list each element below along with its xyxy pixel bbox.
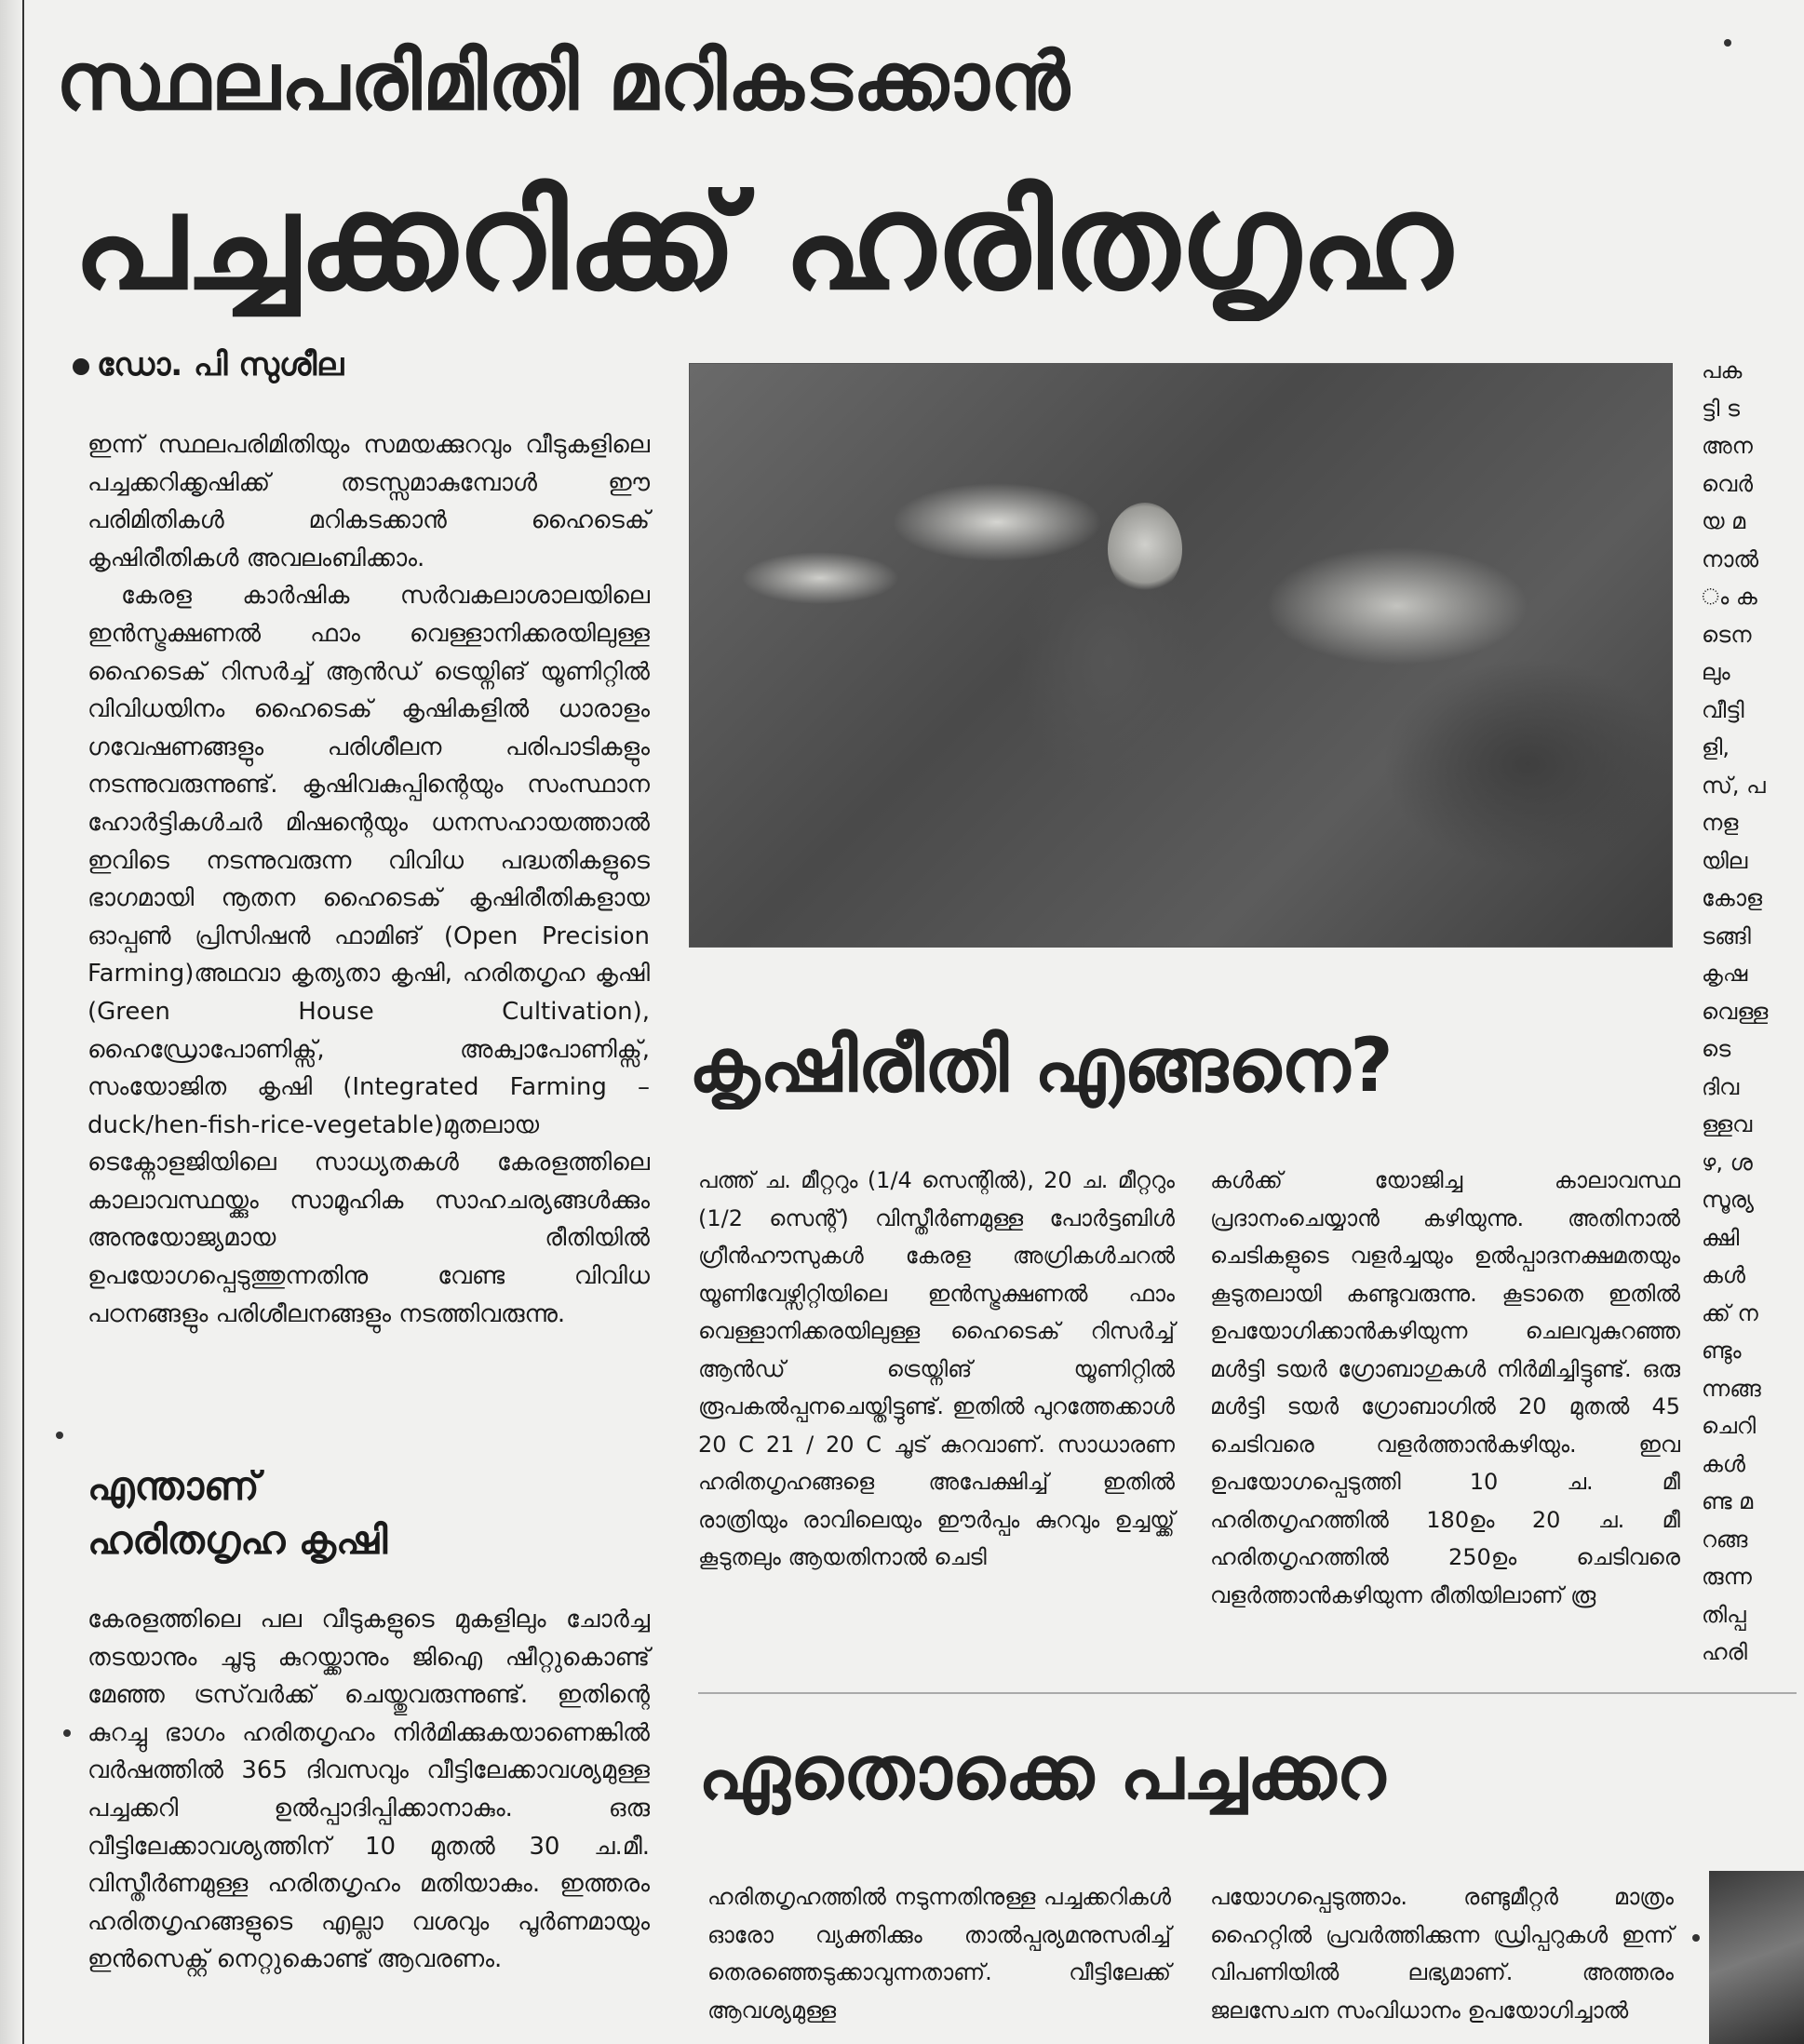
section-heading: കൃഷിരീതി എങ്ങനെ?: [689, 1022, 1393, 1109]
author-name: ഡോ. പി സുശീല: [97, 346, 344, 383]
edge-column-line: ക്ക് ന: [1702, 1299, 1758, 1326]
section1-column-b: [1210, 1162, 1680, 1614]
section-heading: ഏതൊക്കെ പച്ചക്കറ: [698, 1729, 1386, 1816]
intro-paragraph: കേരള കാർഷിക സർവകലാശാലയിലെ ഇൻസ്ട്രക്ഷണൽ ഫാം വെള്ളാനിക്കരയിലുള്ള ഹൈടെക് റിസർച്ച് ആൻഡ് ട്രെയ്നിങ് യൂണിറ്റിൽ വിവിധയിനം ഹൈടെക് കൃഷികളിൽ ധാരാളം ഗവേഷണങ്ങളും പരിശീലന പരിപാടികളും നടന്നുവരുന്നുണ്ട്. കൃഷിവകുപ്പിന്റെയും സംസ്ഥാന ഹോർട്ടികൾചർ മിഷന്റെയും ധനസഹായത്താൽ ഇവിടെ നടന്നുവരുന്ന വിവിധ പദ്ധതികളുടെ ഭാഗമായി നൂതന ഹൈടെക് കൃഷിരീതികളായ ഓപ്പൺ പ്രിസിഷൻ ഫാമിങ് (Open Precision Farming)അഥവാ കൃത്യതാ കൃഷി, ഹരിതഗൃഹ കൃഷി (Green House Cultivation), ഹൈഡ്രോപോണിക്സ്, അക്വാപോണിക്സ്, സംയോജിത കൃഷി (Integrated Farming – duck/hen-fish-rice-vegetable)മുതലായ ടെക്നോളജിയിലെ സാധ്യതകൾ കേരളത്തിലെ കാലാവസ്ഥയ്ക്കും സാമൂഹിക സാഹചര്യങ്ങൾക്കും അനുയോജ്യമായ രീതിയിൽ ഉപയോഗപ്പെടുത്തുന്നതിനു വേണ്ട വിവിധ പഠനങ്ങളും പരിശീലനങ്ങളും നടത്തിവരുന്നു.: [88, 582, 650, 1328]
scan-speck: [56, 1432, 63, 1439]
body-paragraph: പയോഗപ്പെടുത്താം. രണ്ടുമീറ്റർ മാത്രം ഹൈറ്റിൽ പ്രവർത്തിക്കുന്ന ഡ്രിപ്പറുകൾ ഇന്ന് വിപണിയിൽ ലഭ്യമാണ്. അത്തരം ജലസേചന സംവിധാനം ഉപയോഗിച്ചാൽ: [1210, 1884, 1674, 2024]
scan-left-edge: [0, 0, 24, 2044]
news-photo: [689, 363, 1673, 948]
scan-speck: [63, 1729, 71, 1737]
edge-column-line: അന: [1702, 433, 1753, 459]
edge-column-line: റങ്ങ: [1702, 1526, 1748, 1553]
subhead-line: ഹരിതഗൃഹ കൃഷി: [88, 1517, 388, 1563]
edge-column-line: ന്നങ്ങ: [1702, 1375, 1761, 1402]
edge-column-line: കൾ: [1702, 1262, 1745, 1288]
edge-column-line: ടെ: [1702, 1036, 1731, 1062]
bullet-icon: [73, 358, 89, 375]
column-rule-left: [22, 0, 24, 2044]
edge-column-line: ലും: [1702, 659, 1730, 685]
edge-column-line: ണ്ട മ: [1702, 1488, 1754, 1514]
edge-column-line: ട്ടി ട: [1702, 395, 1741, 422]
section2-column-b: [1210, 1878, 1674, 2029]
article-kicker: സ്ഥലപരിമിതി മറികടക്കാൻ: [56, 35, 1070, 128]
section2-column-a: [707, 1878, 1171, 2029]
adjacent-column-fragment: [1702, 352, 1800, 1672]
edge-column-line: രുന്ന: [1702, 1564, 1752, 1590]
edge-column-line: ള്ളവ: [1702, 1111, 1753, 1137]
subhead-column: [88, 1601, 650, 1979]
subhead-paragraph: കേരളത്തിലെ പല വീടുകളുടെ മുകളിലും ചോർച്ച തടയാനും ചൂടു കുറയ്ക്കാനും ജിഐ ഷീറ്റുകൊണ്ട് മേഞ്ഞ ട്രസ്‌വർക്ക് ചെയ്തുവരുന്നുണ്ട്. ഇതിന്റെ കുറച്ചു ഭാഗം ഹരിതഗൃഹം നിർമിക്കുകയാണെങ്കിൽ വർഷത്തിൽ 365 ദിവസവും വീട്ടിലേക്കാവശ്യമുള്ള പച്ചക്കറി ഉൽപ്പാദിപ്പിക്കാനാകും. ഒരു വീട്ടിലേക്കാവശ്യത്തിന് 10 മുതൽ 30 ച.മീ. വിസ്തീർണമുള്ള ഹരിതഗൃഹം മതിയാകും. ഇത്തരം ഹരിതഗൃഹങ്ങളുടെ എല്ലാ വശവും പൂർണമായും ഇൻസെക്റ്റ് നെറ്റുകൊണ്ട് ആവരണം.: [88, 1606, 650, 1974]
edge-column-line: കോള: [1702, 885, 1763, 911]
section-divider: [698, 1692, 1797, 1694]
edge-column-line: ദിവ: [1702, 1073, 1740, 1100]
edge-column-line: വെർ: [1702, 470, 1754, 497]
subhead-line: എന്താണ്: [88, 1463, 260, 1509]
edge-column-line: യില: [1702, 847, 1748, 874]
edge-column-line: നാൽ: [1702, 545, 1759, 572]
photo-person: [1108, 503, 1182, 596]
subhead: [88, 1459, 609, 1567]
edge-column-line: കൾ: [1702, 1450, 1745, 1477]
byline: [73, 346, 343, 383]
edge-column-line: നള: [1702, 810, 1739, 836]
edge-column-line: ടങ്ങി: [1702, 922, 1751, 949]
body-paragraph: ഹരിതഗൃഹത്തിൽ നടുന്നതിനുള്ള പച്ചക്കറികൾ ഓരോ വ്യക്തിക്കും താൽപ്പര്യമനുസരിച്ച് തെരഞ്ഞെടുക്കാവുന്നതാണ്. വീട്ടിലേക്ക് ആവശ്യമുള്ള: [707, 1884, 1171, 2024]
article-headline: പച്ചക്കറിക്ക് ഹരിതഗൃഹ: [73, 166, 1452, 319]
edge-column-line: ം ക: [1702, 584, 1757, 610]
edge-column-line: ക്ഷി: [1702, 1224, 1740, 1251]
edge-column-line: പക: [1702, 357, 1743, 383]
edge-column-line: ളി,: [1702, 734, 1730, 760]
edge-column-line: വീട്ടി: [1702, 696, 1744, 723]
edge-column-line: ഴ, ശ: [1702, 1149, 1753, 1176]
edge-column-line: കൃഷ: [1702, 961, 1748, 987]
edge-column-line: യ മ: [1702, 508, 1746, 534]
edge-column-line: തിപ്പ: [1702, 1601, 1746, 1628]
edge-column-line: സ്, പ: [1702, 772, 1766, 799]
intro-paragraph: ഇന്ന് സ്ഥലപരിമിതിയും സമയക്കുറവും വീടുകളിലെ പച്ചക്കറിക്കൃഷിക്ക് തടസ്സമാകുമ്പോൾ ഈ പരിമിതികൾ മറികടക്കാൻ ഹൈടെക് കൃഷിരീതികൾ അവലംബിക്കാം.: [88, 431, 650, 572]
scan-speck: [1724, 39, 1731, 47]
intro-column: [88, 426, 650, 1333]
body-paragraph: പത്ത് ച. മീറ്ററും (1/4 സെന്റിൽ), 20 ച. മീറ്ററും (1/2 സെന്റ്) വിസ്തീർണമുള്ള പോർട്ടബിൾ ഗ്രീൻഹൗസുകൾ കേരള അഗ്രികൾചറൽ യൂണിവേഴ്സിറ്റിയിലെ ഇൻസ്ട്രക്ഷണൽ ഫാം വെള്ളാനിക്കരയിലുള്ള ഹൈടെക് റിസർച്ച് ആൻഡ് ട്രെയ്നിങ് യൂണിറ്റിൽ രൂപകൽപ്പനചെയ്തിട്ടുണ്ട്. ഇതിൽ പുറത്തേക്കാൾ 20 C 21 / 20 C ചൂട് കുറവാണ്. സാധാരണ ഹരിതഗൃഹങ്ങളെ അപേക്ഷിച്ച് ഇതിൽ രാത്രിയും രാവിലെയും ഈർപ്പം കുറവും ഉച്ചയ്ക്ക് കൂടുതലും ആയതിനാൽ ചെടി: [698, 1167, 1175, 1570]
edge-column-line: ചെറി: [1702, 1413, 1757, 1439]
body-paragraph: കൾക്ക് യോജിച്ച കാലാവസ്ഥ പ്രദാനംചെയ്യാൻ കഴിയുന്നു. അതിനാൽ ചെടികളുടെ വളർച്ചയും ഉൽപ്പാദനക്ഷമതയും കൂടുതലായി കണ്ടുവരുന്നു. കൂടാതെ ഇതിൽ ഉപയോഗിക്കാൻകഴിയുന്ന ചെലവുകുറഞ്ഞ മൾട്ടി ടയർ ഗ്രോബാഗുകൾ നിർമിച്ചിട്ടുണ്ട്. ഒരു മൾട്ടി ടയർ ഗ്രോബാഗിൽ 20 മുതൽ 45 ചെടിവരെ വളർത്താൻകഴിയും. ഇവ ഉപയോഗപ്പെടുത്തി 10 ച. മീ ഹരിതഗൃഹത്തിൽ 180ഉം 20 ച. മീ ഹരിതഗൃഹത്തിൽ 250ഉം ചെടിവരെ വളർത്താൻകഴിയുന്ന രീതിയിലാണ് രൂ: [1210, 1167, 1680, 1608]
edge-column-line: വെള്ള: [1702, 998, 1769, 1025]
edge-column-line: സൂര്യ: [1702, 1187, 1755, 1213]
edge-column-line: ടെന: [1702, 621, 1752, 648]
edge-column-line: ണ്ടും: [1702, 1338, 1742, 1364]
edge-column-line: ഹരി: [1702, 1639, 1747, 1665]
adjacent-photo-fragment: [1709, 1871, 1804, 2044]
section1-column-a: [698, 1162, 1175, 1577]
scan-speck: [1692, 1934, 1700, 1942]
